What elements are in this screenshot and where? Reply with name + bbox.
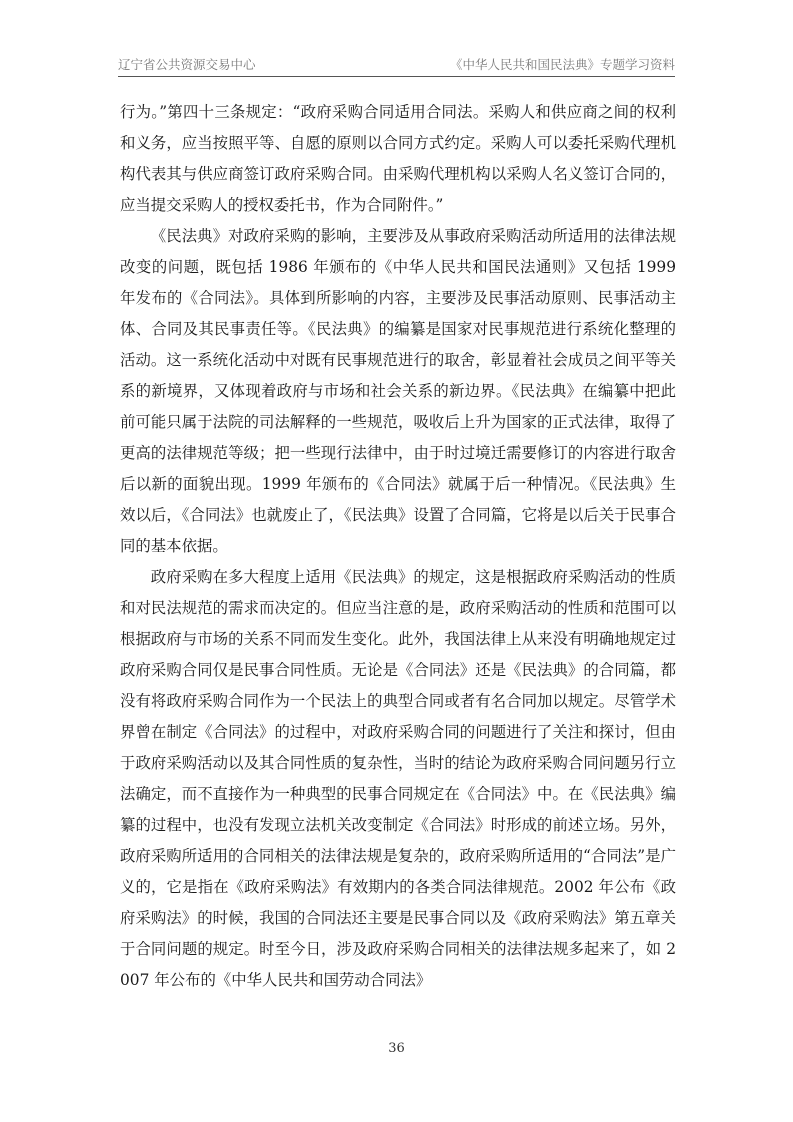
paragraph-procurement-applicability: 政府采购在多大程度上适用《民法典》的规定，这是根据政府采购活动的性质和对民法规范的需求而决定的。但应当注意的是，政府采购活动的性质和范围可以根据政府与市场的关系不同而发生变化。此外，我国法律上从来没有明确地规定过政府采购合同仅是民事合同性质。无论是《合同法》还是《民法典》的合同篇，都没有将政府采购合同作为一个民法上的典型合同或者有名合同加以规定。尽管学术界曾在制定《合同法》的过程中，对政府采购合同的问题进行了关注和探讨，但由于政府采购活动以及其合同性质的复杂性，当时的结论为政府采购合同问题另行立法确定，而不直接作为一种典型的民事合同规定在《合同法》中。在《民法典》编纂的过程中，也没有发现立法机关改变制定《合同法》时形成的前述立场。另外，政府采购所适用的合同相关的法律法规是复杂的，政府采购所适用的“合同法”是广义的，它是指在《政府采购法》有效期内的各类合同法律规范。2002 年公布《政府采购法》的时候，我国的合同法还主要是民事合同以及《政府采购法》第五章关于合同问题的规定。时至今日，涉及政府采购合同相关的法律法规多起来了，如 2007 年公布的《中华人民共和国劳动合同法》	[120, 568, 676, 989]
page-number: 36	[388, 1041, 405, 1056]
paragraph-continuation: 行为。”第四十三条规定：“政府采购合同适用合同法。采购人和供应商之间的权利和义务，应当按照平等、自愿的原则以合同方式约定。采购人可以委托采购代理机构代表其与供应商签订政府采购合同。由采购代理机构以采购人名义签订合同的，应当提交采购人的授权委托书，作为合同附件。”	[120, 103, 676, 214]
header-divider	[118, 76, 675, 77]
header-document-title: 《中华人民共和国民法典》专题学习资料	[449, 57, 675, 72]
header-organization: 辽宁省公共资源交易中心	[118, 57, 256, 72]
page-footer	[0, 1041, 793, 1056]
body-text	[120, 97, 676, 996]
page-header	[118, 55, 675, 77]
paragraph-civil-code-impact: 《民法典》对政府采购的影响，主要涉及从事政府采购活动所适用的法律法规改变的问题，既包括 1986 年颁布的《中华人民共和国民法通则》又包括 1999 年发布的《合同法》。具体到所影响的内容，主要涉及民事活动原则、民事活动主体、合同及其民事责任等。《民法典》的编纂是国家对民事规范进行系统化整理的活动。这一系统化活动中对既有民事规范进行的取舍，彰显着社会成员之间平等关系的新境界，又体现着政府与市场和社会关系的新边界。《民法典》在编纂中把此前可能只属于法院的司法解释的一些规范，吸收后上升为国家的正式法律，取得了更高的法律规范等级；把一些现行法律中，由于时过境迁需要修订的内容进行取舍后以新的面貌出现。1999 年颁布的《合同法》就属于后一种情况。《民法典》生效以后，《合同法》也就废止了，《民法典》设置了合同篇，它将是以后关于民事合同的基本依据。	[120, 227, 676, 555]
